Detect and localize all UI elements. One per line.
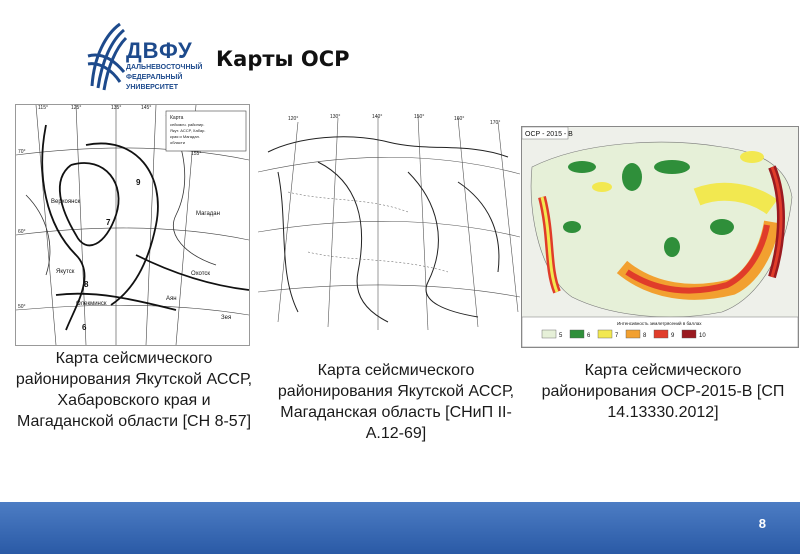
caption-map-3: Карта сейсмического районирования ОСР-2015-В [СП 14.13330.2012] xyxy=(541,362,785,421)
legend-swatch xyxy=(682,330,696,338)
svg-text:области: области xyxy=(170,140,185,145)
coord-label: 120° xyxy=(288,116,299,122)
logo-subtitle-1: ДАЛЬНЕВОСТОЧНЫЙ xyxy=(126,64,203,71)
legend-value: 7 xyxy=(615,333,619,339)
map-sn-8-57 xyxy=(15,104,250,346)
svg-text:сейсмич. районир.: сейсмич. районир. xyxy=(170,122,205,127)
legend-value: 5 xyxy=(559,333,563,339)
caption-map-1: Карта сейсмического районирования Якутской АССР, Хабаровского края и Магаданской области [СН 8-57] xyxy=(15,350,253,430)
zone-label: 8 xyxy=(84,280,89,289)
logo-name: ДВФУ xyxy=(126,38,193,63)
svg-text:Якут. АССР, Хабар.: Якут. АССР, Хабар. xyxy=(170,128,206,133)
coord-label: 160° xyxy=(454,116,465,122)
place-label: Магадан xyxy=(196,211,220,217)
zone-label: 7 xyxy=(106,218,111,227)
place-label: Якутск xyxy=(56,269,75,275)
slide-title: Карты ОСР xyxy=(216,47,350,71)
zone-label: 6 xyxy=(82,323,87,332)
coord-label: 130° xyxy=(330,114,341,120)
coord-label: 60° xyxy=(18,229,26,235)
legend-value: 9 xyxy=(671,333,675,339)
svg-text:Карта: Карта xyxy=(170,115,184,121)
place-label: Аян xyxy=(166,296,177,302)
legend-swatch xyxy=(654,330,668,338)
coord-label: 140° xyxy=(372,114,383,120)
legend-value: 10 xyxy=(699,333,706,339)
legend-heading: Интенсивность землетрясений в баллах xyxy=(617,321,702,326)
legend-swatch xyxy=(570,330,584,338)
footer-bar xyxy=(0,502,800,554)
legend-value: 6 xyxy=(587,333,591,339)
coord-label: 115° xyxy=(38,105,48,111)
place-label: Верхоянск xyxy=(51,199,81,205)
page-number: 8 xyxy=(758,516,766,531)
map-osr-2015-b xyxy=(521,126,799,348)
coord-label: 155° xyxy=(191,151,202,157)
logo-subtitle-2: ФЕДЕРАЛЬНЫЙ xyxy=(126,74,183,81)
coord-label: 50° xyxy=(18,304,26,310)
zone-label: 9 xyxy=(136,178,141,187)
legend-value: 8 xyxy=(643,333,647,339)
place-label: Охотск xyxy=(191,271,211,277)
coord-label: 125° xyxy=(71,105,82,111)
place-label: Олекминск xyxy=(76,301,107,307)
logo-wordmark xyxy=(126,40,202,92)
coord-label: 170° xyxy=(490,120,501,126)
caption-map-2: Карта сейсмического районирования Якутской АССР, Магаданская область [СНиП II-А.12-69] xyxy=(277,362,515,442)
map3-title: ОСР - 2015 - В xyxy=(525,131,573,138)
coord-label: 70° xyxy=(18,149,26,155)
coord-label: 150° xyxy=(414,114,425,120)
coord-label: 145° xyxy=(141,105,152,111)
coord-label: 135° xyxy=(111,105,122,111)
legend-swatch xyxy=(542,330,556,338)
logo-subtitle-3: УНИВЕРСИТЕТ xyxy=(126,84,178,91)
map-snip-ii-a-12-69 xyxy=(258,112,520,332)
svg-text:края и Магадан.: края и Магадан. xyxy=(170,134,200,139)
place-label: Зея xyxy=(221,315,232,321)
legend-swatch xyxy=(626,330,640,338)
legend-swatch xyxy=(598,330,612,338)
